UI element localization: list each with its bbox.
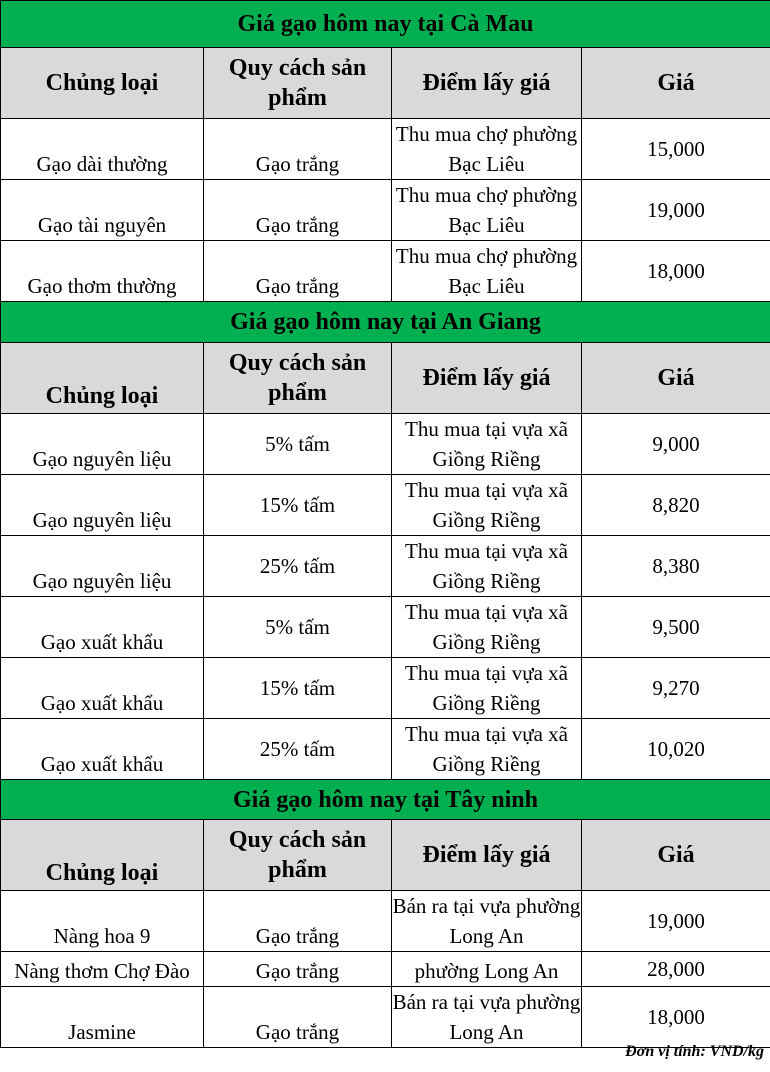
section-title-row [1,1,770,48]
table-row [1,180,770,241]
cell-type: Gạo nguyên liệu [1,414,204,475]
cell-type: Nàng thơm Chợ Đào [1,952,204,987]
section-title-row [1,302,770,343]
cell-type: Gạo tài nguyên [1,180,204,241]
cell-spec: Gạo trắng [204,119,392,180]
table-row [1,119,770,180]
cell-place: Thu mua tại vựa xã Giồng Riềng [392,475,582,536]
cell-type: Gạo xuất khẩu [1,719,204,780]
cell-place: Thu mua tại vựa xã Giồng Riềng [392,597,582,658]
cell-price: 19,000 [582,180,770,241]
header-spec: Quy cách sản phẩm [204,48,392,119]
cell-price: 9,270 [582,658,770,719]
cell-place: Thu mua chợ phường Bạc Liêu [392,180,582,241]
cell-spec: Gạo trắng [204,987,392,1048]
cell-spec: 15% tấm [204,658,392,719]
table-row [1,719,770,780]
unit-note: Đơn vị tính: VND/kg [625,1043,764,1060]
table-row [1,891,770,952]
cell-place: Thu mua tại vựa xã Giồng Riềng [392,658,582,719]
header-spec: Quy cách sản phẩm [204,820,392,891]
cell-type: Gạo nguyên liệu [1,536,204,597]
section-title: Giá gạo hôm nay tại Cà Mau [1,1,770,48]
cell-type: Gạo xuất khẩu [1,658,204,719]
cell-spec: 25% tấm [204,536,392,597]
table-row [1,987,770,1048]
cell-type: Gạo thơm thường [1,241,204,302]
table-row [1,414,770,475]
table-row [1,597,770,658]
header-row [1,48,770,119]
cell-type: Gạo dài thường [1,119,204,180]
cell-spec: 5% tấm [204,597,392,658]
cell-type: Jasmine [1,987,204,1048]
cell-place: Bán ra tại vựa phường Long An [392,987,582,1048]
table-row [1,658,770,719]
cell-type: Gạo xuất khẩu [1,597,204,658]
table-row [1,475,770,536]
cell-price: 28,000 [582,952,770,987]
cell-place: phường Long An [392,952,582,987]
header-place: Điểm lấy giá [392,343,582,414]
header-row [1,820,770,891]
table-row [1,952,770,987]
cell-price: 19,000 [582,891,770,952]
cell-place: Thu mua tại vựa xã Giồng Riềng [392,414,582,475]
cell-place: Thu mua tại vựa xã Giồng Riềng [392,719,582,780]
header-row [1,343,770,414]
section-title-row [1,780,770,820]
header-spec: Quy cách sản phẩm [204,343,392,414]
header-type: Chủng loại [1,820,204,891]
header-price: Giá [582,343,770,414]
cell-place: Thu mua tại vựa xã Giồng Riềng [392,536,582,597]
cell-spec: Gạo trắng [204,180,392,241]
cell-spec: Gạo trắng [204,952,392,987]
cell-spec: 5% tấm [204,414,392,475]
cell-price: 15,000 [582,119,770,180]
header-place: Điểm lấy giá [392,48,582,119]
cell-price: 8,820 [582,475,770,536]
header-price: Giá [582,48,770,119]
cell-price: 10,020 [582,719,770,780]
cell-price: 8,380 [582,536,770,597]
section-title: Giá gạo hôm nay tại An Giang [1,302,770,343]
table-row [1,241,770,302]
cell-spec: Gạo trắng [204,891,392,952]
table-row [1,536,770,597]
cell-price: 9,000 [582,414,770,475]
cell-spec: 25% tấm [204,719,392,780]
cell-place: Thu mua chợ phường Bạc Liêu [392,119,582,180]
header-place: Điểm lấy giá [392,820,582,891]
cell-place: Bán ra tại vựa phường Long An [392,891,582,952]
cell-spec: 15% tấm [204,475,392,536]
header-price: Giá [582,820,770,891]
header-type: Chủng loại [1,343,204,414]
cell-type: Gạo nguyên liệu [1,475,204,536]
cell-place: Thu mua chợ phường Bạc Liêu [392,241,582,302]
cell-type: Nàng hoa 9 [1,891,204,952]
cell-price: 18,000 [582,987,770,1048]
cell-price: 18,000 [582,241,770,302]
header-type: Chủng loại [1,48,204,119]
section-title: Giá gạo hôm nay tại Tây ninh [1,780,770,820]
cell-spec: Gạo trắng [204,241,392,302]
cell-price: 9,500 [582,597,770,658]
